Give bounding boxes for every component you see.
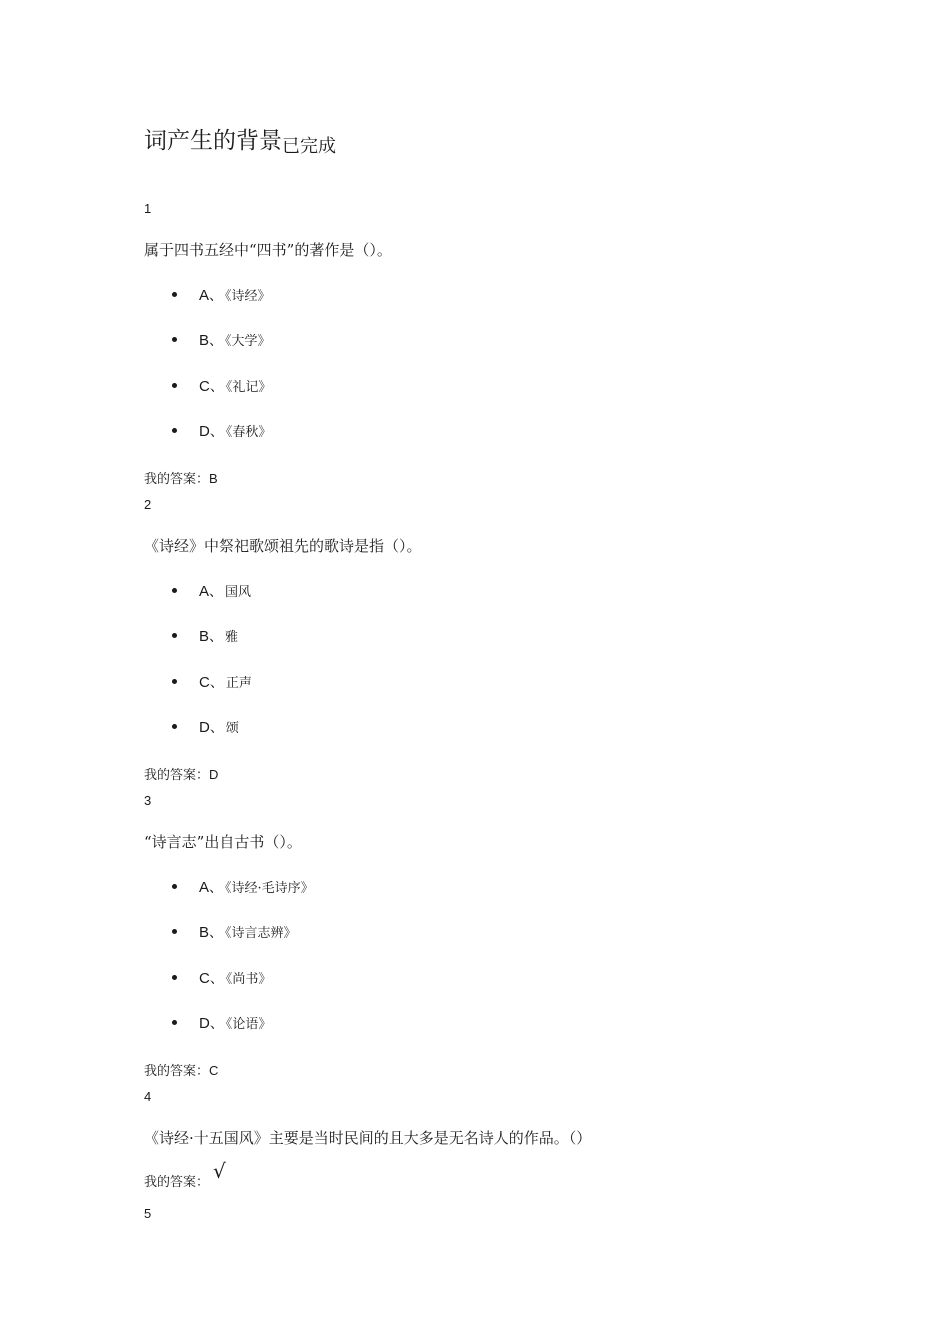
option-item[interactable] (172, 332, 271, 351)
bullet-icon (172, 633, 177, 638)
bullet-icon (172, 383, 177, 388)
question-text: “诗言志”出自古书（）。 (144, 833, 302, 851)
option-text: 《诗言志辨》 (225, 926, 297, 941)
option-text: 《礼记》 (225, 380, 272, 395)
answer-label: 我的答案： (144, 472, 210, 487)
option-letter: C (199, 378, 210, 395)
option-separator: 、 (209, 584, 224, 600)
option-text: 《尚书》 (225, 972, 272, 987)
option-letter: A (199, 583, 210, 600)
option-separator: 、 (209, 925, 224, 941)
question-number: 3 (144, 793, 152, 808)
answer-label: 我的答案： (144, 768, 210, 783)
answer-label: 我的答案： (144, 1064, 210, 1079)
page-title (144, 126, 336, 158)
option-separator: 、 (209, 720, 224, 736)
check-mark-icon: √ (213, 1159, 226, 1183)
completion-status: 已完成 (282, 136, 336, 157)
option-letter: D (199, 719, 210, 736)
answer-value: D (209, 767, 219, 782)
option-text: 颂 (225, 721, 239, 736)
my-answer (144, 1159, 226, 1192)
option-separator: 、 (209, 675, 224, 691)
option-item[interactable] (172, 628, 238, 647)
option-item[interactable] (172, 924, 297, 943)
option-text: 《春秋》 (225, 425, 272, 440)
bullet-icon (172, 1020, 177, 1025)
option-separator: 、 (209, 379, 224, 395)
my-answer (144, 1062, 218, 1081)
option-letter: C (199, 674, 210, 691)
option-separator: 、 (209, 629, 224, 645)
option-separator: 、 (209, 880, 224, 896)
answer-label: 我的答案： (144, 1175, 210, 1190)
my-answer (144, 470, 218, 489)
option-item[interactable] (172, 423, 271, 442)
option-text: 《诗经·毛诗序》 (225, 881, 314, 896)
answer-value: B (209, 471, 218, 486)
bullet-icon (172, 588, 177, 593)
option-separator: 、 (209, 1016, 224, 1032)
option-item[interactable] (172, 378, 271, 397)
option-item[interactable] (172, 674, 252, 693)
option-item[interactable] (172, 879, 314, 898)
option-letter: D (199, 1015, 210, 1032)
option-text: 正声 (225, 676, 252, 691)
bullet-icon (172, 337, 177, 342)
question-number: 4 (144, 1089, 152, 1104)
question-text: 《诗经》中祭祀歌颂祖先的歌诗是指（）。 (144, 537, 422, 555)
option-item[interactable] (172, 583, 251, 602)
bullet-icon (172, 428, 177, 433)
option-text: 雅 (225, 630, 239, 645)
option-letter: B (199, 924, 210, 941)
question-number: 5 (144, 1206, 152, 1221)
bullet-icon (172, 724, 177, 729)
option-separator: 、 (209, 333, 224, 349)
option-text: 《大学》 (225, 334, 271, 349)
option-letter: B (199, 628, 210, 645)
option-letter: A (199, 287, 210, 304)
option-item[interactable] (172, 970, 271, 989)
answer-value: C (209, 1063, 219, 1078)
bullet-icon (172, 679, 177, 684)
option-separator: 、 (209, 424, 224, 440)
option-separator: 、 (209, 971, 224, 987)
question-text: 《诗经·十五国风》主要是当时民间的且大多是无名诗人的作品。（） (144, 1129, 592, 1147)
question-number: 1 (144, 201, 152, 216)
question-text: 属于四书五经中“四书”的著作是（）。 (144, 241, 392, 259)
option-letter: C (199, 970, 210, 987)
my-answer (144, 766, 218, 785)
option-item[interactable] (172, 719, 239, 738)
option-letter: D (199, 423, 210, 440)
option-item[interactable] (172, 287, 271, 306)
page-title-text: 词产生的背景 (144, 128, 282, 154)
question-number: 2 (144, 497, 152, 512)
option-text: 国风 (225, 585, 252, 600)
bullet-icon (172, 975, 177, 980)
bullet-icon (172, 929, 177, 934)
bullet-icon (172, 292, 177, 297)
option-item[interactable] (172, 1015, 271, 1034)
option-text: 《诗经》 (225, 289, 271, 304)
option-letter: B (199, 332, 210, 349)
bullet-icon (172, 884, 177, 889)
option-letter: A (199, 879, 210, 896)
option-separator: 、 (209, 288, 224, 304)
option-text: 《论语》 (225, 1017, 272, 1032)
